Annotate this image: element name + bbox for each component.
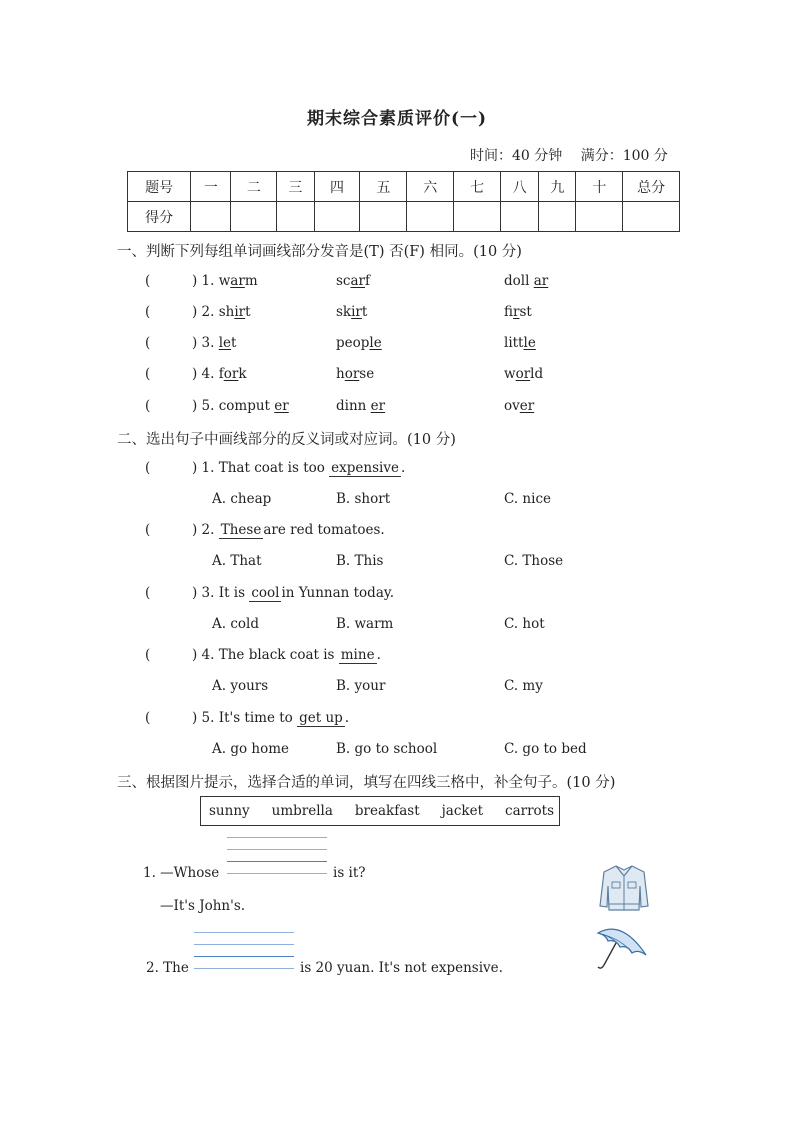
underlined-letters: le — [369, 335, 382, 351]
s3-q1-prefix: 1. —Whose — [143, 865, 220, 881]
s1-item-text — [192, 366, 247, 382]
score-cell[interactable] — [191, 202, 231, 232]
underlined-letters: ar — [230, 273, 245, 289]
exam-meta — [470, 145, 682, 165]
s2-option-a[interactable]: A. cold — [212, 616, 259, 632]
s1-word-2 — [336, 398, 385, 414]
s2-question-number: ) 1. — [192, 460, 219, 476]
underlined-letters: er — [519, 398, 535, 414]
s2-option-a[interactable]: A. yours — [212, 678, 269, 694]
word-part: w — [218, 273, 231, 289]
s2-option-c[interactable]: C. my — [504, 678, 543, 694]
score-header-cell: 一 — [191, 172, 231, 202]
word-part: t — [361, 304, 368, 320]
underlined-letters: le — [523, 335, 536, 351]
score-header-cell: 五 — [360, 172, 407, 202]
jacket-icon — [598, 862, 650, 914]
word-part: f — [365, 273, 371, 289]
score-header-cell: 八 — [501, 172, 539, 202]
s2-option-c[interactable]: C. nice — [504, 491, 551, 507]
score-header-cell: 总分 — [623, 172, 680, 202]
page-title: 期末综合素质评价(一) — [306, 109, 488, 129]
s1-word-3 — [504, 335, 536, 351]
word-part: peop — [336, 335, 370, 351]
s3-q1-suffix: is it? — [333, 865, 366, 881]
word-part: k — [238, 366, 247, 382]
s1-word-2 — [336, 273, 370, 289]
word-part: sh — [218, 304, 235, 320]
word-bank-item: jacket — [441, 803, 484, 819]
s2-question-post: . — [376, 647, 381, 663]
s2-question-underlined: mine — [340, 647, 375, 663]
s1-word-2 — [336, 304, 367, 320]
word-part: h — [336, 366, 345, 382]
s1-item-number: ) 3. — [192, 335, 219, 351]
s2-option-b[interactable]: B. warm — [336, 616, 394, 632]
s2-question — [192, 522, 385, 539]
s1-answer-paren[interactable]: ( — [145, 304, 151, 320]
s2-question — [192, 460, 405, 477]
word-part: ld — [530, 366, 544, 382]
s3-q2-suffix: is 20 yuan. It's not expensive. — [300, 960, 503, 976]
word-part: m — [244, 273, 258, 289]
s3-q2-prefix: 2. The — [146, 960, 189, 976]
section3-heading: 三、根据图片提示，选择合适的单词，填写在四线三格中，补全句子。(10 分) — [117, 775, 616, 791]
score-header-cell: 六 — [407, 172, 454, 202]
s2-answer-paren[interactable]: ( — [145, 647, 151, 663]
s2-option-b[interactable]: B. short — [336, 491, 391, 507]
s2-question-number: ) 2. — [192, 522, 219, 538]
score-header-cell: 十 — [576, 172, 623, 202]
score-cell[interactable] — [360, 202, 407, 232]
word-part: w — [504, 366, 516, 382]
score-cell[interactable] — [623, 202, 680, 232]
word-part: comput — [218, 398, 275, 414]
score-cell[interactable] — [407, 202, 454, 232]
s1-item-number: ) 2. — [192, 304, 219, 320]
s1-item-number: ) 1. — [192, 273, 219, 289]
s2-question-underlined: cool — [251, 585, 280, 601]
word-part: dinn — [336, 398, 371, 414]
word-part: t — [245, 304, 251, 320]
underlined-letters: or — [223, 366, 239, 382]
s2-question — [192, 585, 394, 602]
s2-option-a[interactable]: A. That — [212, 553, 262, 569]
s1-item-text — [192, 398, 289, 414]
s1-word-3 — [504, 304, 532, 320]
underlined-letters: le — [218, 335, 232, 351]
s2-question-post: . — [344, 710, 350, 726]
s2-option-b[interactable]: B. This — [336, 553, 384, 569]
word-part: sk — [336, 304, 352, 320]
score-header-cell: 题号 — [128, 172, 191, 202]
score-cell[interactable] — [277, 202, 314, 232]
s2-option-a[interactable]: A. cheap — [212, 491, 272, 507]
word-bank — [200, 796, 560, 826]
s2-question-pre: That coat is too — [218, 460, 330, 476]
score-cell[interactable] — [501, 202, 539, 232]
s2-question-post: . — [400, 460, 406, 476]
underlined-letters: ar — [533, 273, 549, 289]
word-part: t — [231, 335, 237, 351]
score-header-cell: 三 — [277, 172, 314, 202]
s1-word-3 — [504, 366, 543, 382]
score-cell[interactable] — [539, 202, 576, 232]
s1-answer-paren[interactable]: ( — [145, 366, 151, 382]
s1-item-number: ) 5. — [192, 398, 219, 414]
s2-question-number: ) 4. — [192, 647, 219, 663]
s1-word-2 — [336, 335, 382, 351]
s1-answer-paren[interactable]: ( — [145, 273, 151, 289]
word-part: st — [519, 304, 532, 320]
score-cell[interactable] — [231, 202, 277, 232]
score-cell[interactable] — [576, 202, 623, 232]
s2-question-underlined: expensive — [331, 460, 399, 476]
s2-option-c[interactable]: C. hot — [504, 616, 545, 632]
s2-question-number: ) 5. — [192, 710, 219, 726]
score-row — [128, 202, 680, 232]
s1-item-text — [192, 304, 251, 320]
underlined-letters: ar — [350, 273, 366, 289]
umbrella-icon — [592, 925, 652, 977]
word-part: se — [359, 366, 375, 382]
s2-answer-paren[interactable]: ( — [145, 710, 151, 726]
s2-answer-paren[interactable]: ( — [145, 460, 151, 476]
s1-item-text — [192, 273, 258, 289]
underlined-letters: ir — [351, 304, 362, 320]
s2-question-post: are red tomatoes. — [263, 522, 385, 538]
word-part: doll — [504, 273, 534, 289]
underlined-letters: or — [515, 366, 531, 382]
s2-option-b[interactable]: B. your — [336, 678, 386, 694]
s1-item-number: ) 4. — [192, 366, 219, 382]
s1-answer-paren[interactable]: ( — [145, 335, 151, 351]
s1-word-2 — [336, 366, 374, 382]
underlined-letters: ir — [513, 304, 520, 320]
word-bank-item: breakfast — [354, 803, 420, 819]
underlined-letters: ir — [234, 304, 246, 320]
s2-question-number: ) 3. — [192, 585, 219, 601]
score-header-cell: 七 — [454, 172, 501, 202]
s1-item-text — [192, 335, 236, 351]
word-part: ov — [504, 398, 520, 414]
s2-question-underlined: get up — [299, 710, 343, 726]
score-header-row — [128, 172, 680, 202]
s2-option-a[interactable]: A. go home — [212, 741, 290, 757]
score-cell[interactable] — [314, 202, 360, 232]
word-part: f — [218, 366, 224, 382]
word-bank-item: carrots — [505, 803, 555, 819]
score-header-cell: 九 — [539, 172, 576, 202]
s2-answer-paren[interactable]: ( — [145, 585, 151, 601]
underlined-letters: or — [344, 366, 360, 382]
s2-option-b[interactable]: B. go to school — [336, 741, 438, 757]
s1-word-3 — [504, 273, 548, 289]
s2-question-pre: It's time to — [218, 710, 298, 726]
score-table — [127, 171, 680, 232]
word-bank-item: umbrella — [271, 803, 333, 819]
s2-question — [192, 647, 381, 664]
underlined-letters: er — [274, 398, 289, 414]
s1-word-3 — [504, 398, 534, 414]
time-limit: 时间：40 分钟 — [470, 148, 563, 164]
s2-answer-paren[interactable]: ( — [145, 522, 151, 538]
s2-option-c[interactable]: C. go to bed — [504, 741, 587, 757]
word-part: f — [504, 304, 514, 320]
section1-heading: 一、判断下列每组单词画线部分发音是(T) 否(F) 相同。(10 分) — [117, 244, 522, 260]
word-bank-item: sunny — [209, 803, 250, 819]
full-score: 满分：100 分 — [580, 148, 668, 164]
section2-heading: 二、选出句子中画线部分的反义词或对应词。(10 分) — [117, 432, 456, 448]
score-row-label: 得分 — [128, 202, 191, 232]
word-part: sc — [336, 273, 351, 289]
score-cell[interactable] — [454, 202, 501, 232]
score-header-cell: 二 — [231, 172, 277, 202]
s1-answer-paren[interactable]: ( — [145, 398, 151, 414]
s2-question-underlined: These — [220, 522, 262, 538]
underlined-letters: er — [370, 398, 386, 414]
word-part: litt — [504, 335, 524, 351]
s2-question-pre: The black coat is — [218, 647, 339, 663]
s2-question — [192, 710, 349, 727]
s3-q1-response: —It's John's. — [160, 898, 246, 914]
s2-question-pre: It is — [218, 585, 250, 601]
score-header-cell: 四 — [314, 172, 360, 202]
s2-question-post: in Yunnan today. — [281, 585, 394, 601]
s2-option-c[interactable]: C. Those — [504, 553, 564, 569]
